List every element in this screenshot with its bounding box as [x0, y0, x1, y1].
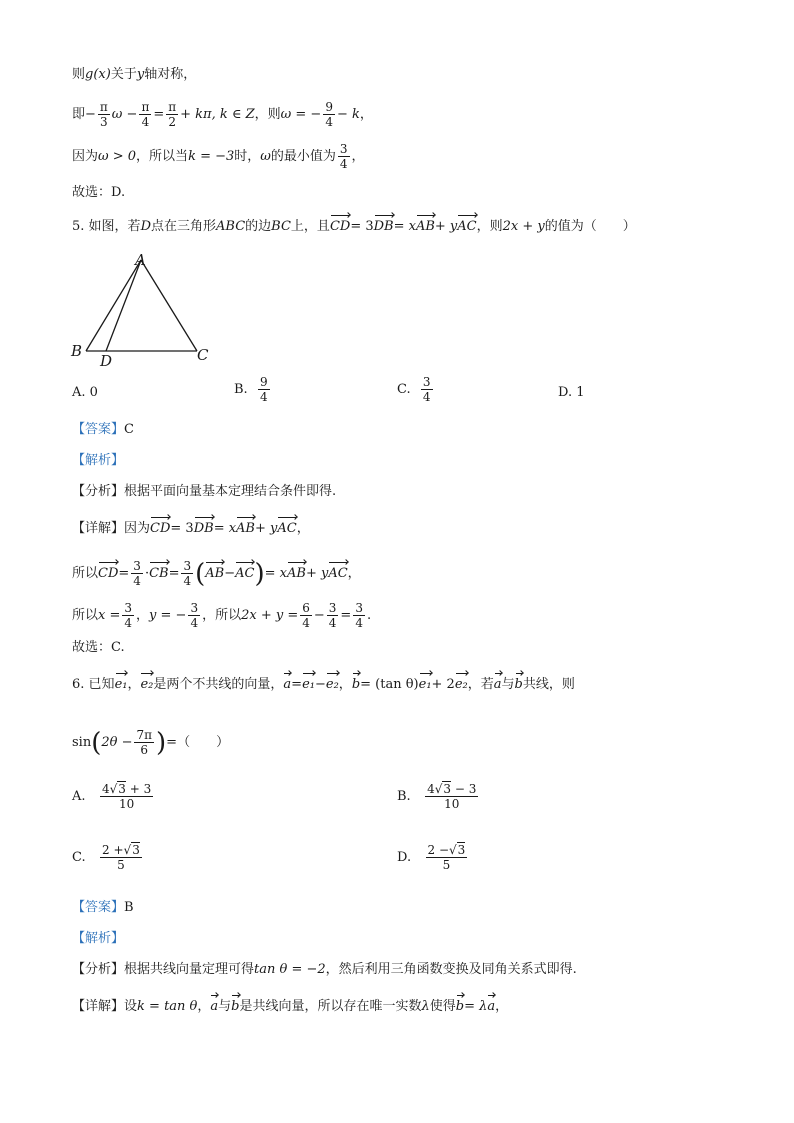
text: 因为 — [72, 148, 99, 164]
text: 使得 — [429, 999, 456, 1014]
math: = 3 — [350, 219, 374, 234]
text: ， — [338, 677, 352, 692]
text: 故选：D. — [72, 185, 126, 200]
option-label: A. — [72, 788, 86, 804]
denominator: 4 — [325, 115, 333, 129]
denominator: 4 — [133, 574, 141, 588]
text-line-3 — [72, 142, 365, 171]
fraction — [100, 843, 142, 872]
denominator: 5 — [117, 858, 125, 872]
math: ω — [260, 148, 271, 164]
math: + y — [255, 521, 278, 536]
math: · — [144, 565, 150, 581]
vector-b: b — [351, 677, 361, 692]
math: ω − — [111, 106, 138, 122]
q5-answer — [72, 421, 134, 439]
text: ，则 — [254, 106, 281, 122]
denominator: 3 — [100, 115, 108, 129]
math: = x — [264, 565, 287, 581]
text: ， — [495, 999, 509, 1014]
vector-cd: CD — [150, 521, 171, 536]
text: 是共线向量，所以存在唯一实数 — [239, 999, 422, 1014]
math: BC — [271, 219, 291, 234]
numerator: 3 — [355, 601, 363, 615]
math: = — [340, 607, 352, 623]
math: ABC — [216, 219, 246, 234]
text: 根据共线向量定理可得 — [124, 962, 255, 977]
math: = x — [393, 219, 416, 234]
math: − — [314, 677, 326, 692]
option-label: A. — [72, 385, 86, 400]
text: 共线，则 — [522, 677, 575, 692]
math: = — [168, 565, 180, 581]
text: 与 — [501, 677, 515, 692]
analysis-tag: 【解析】 — [72, 453, 125, 468]
text: ， — [136, 607, 150, 623]
fraction — [258, 375, 270, 404]
label-d: D — [100, 352, 113, 368]
answer-value: C — [124, 422, 134, 437]
q6-analysis — [72, 930, 124, 948]
paren-close: ) — [254, 558, 265, 589]
text: − 3 — [454, 782, 477, 796]
numerator: 3 — [133, 559, 141, 573]
detail-tag: 【详解】 — [72, 521, 125, 536]
vector-ab: AB — [236, 521, 255, 536]
numerator: π — [141, 100, 150, 114]
text: 时， — [234, 148, 261, 164]
math: = — [153, 106, 165, 122]
edge-ac — [141, 260, 197, 351]
text: . — [366, 607, 372, 623]
numerator: 9 — [325, 100, 333, 114]
text-line-1 — [72, 66, 196, 84]
text: 故选：C. — [72, 640, 125, 655]
numerator: π — [168, 100, 177, 114]
text: 如图，若 — [88, 219, 141, 234]
q6-answer — [72, 899, 134, 917]
text: 根据平面向量基本定理结合条件即得. — [124, 484, 337, 499]
math: 2x + y = — [241, 607, 299, 623]
vector-a: a — [210, 999, 219, 1014]
text: 则 — [72, 67, 86, 82]
q5-detail-2 — [72, 559, 361, 588]
option-value: 0 — [89, 385, 98, 400]
denominator: 10 — [118, 797, 135, 811]
fenxi-tag: 【分析】 — [72, 484, 125, 499]
denominator: 4 — [259, 390, 268, 404]
option-value: 1 — [576, 385, 585, 400]
question-number: 6. — [72, 677, 85, 692]
math: − — [224, 565, 236, 581]
math: x = — [98, 607, 121, 623]
vector-e1: e₁ — [418, 677, 432, 692]
label-a: A — [135, 251, 146, 269]
option-b — [397, 782, 480, 811]
math: + y — [434, 219, 458, 234]
text: 因为 — [124, 521, 151, 536]
math: = — [291, 677, 303, 692]
vector-ac: AC — [328, 565, 348, 581]
vector-cb: CB — [149, 565, 169, 581]
option-b — [234, 375, 272, 404]
option-label: B. — [234, 381, 248, 397]
q6-detail-1 — [72, 998, 508, 1016]
q5-detail-1 — [72, 520, 310, 538]
math: = λ — [464, 999, 488, 1014]
math: k = tan θ — [137, 999, 198, 1014]
fraction — [338, 142, 350, 171]
numerator: 2 −√3 — [427, 843, 466, 857]
math: λ — [421, 999, 430, 1014]
math: = (tan θ) — [360, 677, 419, 692]
math: ω = − — [280, 106, 322, 122]
option-a — [72, 782, 155, 811]
math: + 2 — [431, 677, 455, 692]
fraction — [426, 843, 468, 872]
vector-e1: e₁ — [302, 677, 315, 692]
vector-db: DB — [193, 521, 214, 536]
question-number: 5. — [72, 219, 85, 234]
denominator: 2 — [168, 115, 176, 129]
option-c — [397, 375, 435, 404]
fraction — [421, 375, 433, 404]
text: 2 − — [427, 843, 450, 857]
vector-ac: AC — [277, 521, 297, 536]
text: =（ ） — [166, 734, 230, 750]
detail-tag: 【详解】 — [72, 999, 125, 1014]
numerator: 3 — [124, 601, 133, 615]
vector-ac: AC — [235, 565, 255, 581]
math: tan θ = −2 — [254, 962, 326, 977]
segment-ad — [106, 260, 141, 351]
math: sin — [72, 734, 92, 750]
numerator: 4√3 + 3 — [101, 782, 152, 796]
answer-tag: 【答案】 — [72, 900, 125, 915]
math: D — [140, 219, 151, 234]
math: 2x + y — [502, 219, 545, 234]
vector-e2: e₂ — [140, 677, 154, 692]
math: = x — [213, 521, 237, 536]
math: = — [118, 565, 130, 581]
denominator: 4 — [302, 616, 310, 630]
numerator: 3 — [422, 375, 431, 389]
fraction — [122, 601, 134, 630]
denominator: 4 — [124, 616, 133, 630]
option-label: D. — [397, 849, 412, 865]
edge-ab — [86, 260, 141, 351]
question-6-expression — [72, 728, 229, 757]
question-5-stem — [72, 218, 636, 236]
radicand: 3 — [443, 782, 452, 796]
fraction — [100, 782, 153, 811]
text: 所以 — [72, 565, 99, 581]
radicand: 3 — [132, 843, 140, 857]
text: 所以 — [72, 607, 99, 623]
denominator: 4 — [355, 616, 363, 630]
q5-analysis — [72, 452, 124, 470]
denominator: 4 — [190, 616, 199, 630]
vector-b: b — [514, 677, 523, 692]
vector-a: a — [283, 677, 292, 692]
fraction — [98, 100, 110, 129]
vector-cd: CD — [329, 219, 351, 234]
text: ，若 — [467, 677, 494, 692]
text: ， — [197, 999, 211, 1014]
denominator: 4 — [339, 157, 348, 171]
q5-detail-3 — [72, 601, 371, 630]
numerator: 3 — [190, 601, 199, 615]
numerator: 3 — [328, 601, 337, 615]
denominator: 4 — [141, 115, 150, 129]
text: 已知 — [88, 677, 115, 692]
math: − — [313, 607, 325, 623]
text: 点在三角形 — [151, 219, 217, 234]
vector-a: a — [493, 677, 502, 692]
text: ，然后利用三角函数变换及同角关系式即得. — [325, 962, 577, 977]
fraction — [166, 100, 178, 129]
math: + kπ, k ∈ Z — [180, 106, 255, 122]
vector-e2: e₂ — [454, 677, 468, 692]
denominator: 4 — [183, 574, 192, 588]
vector-ab: AB — [287, 565, 306, 581]
vector-b: b — [231, 999, 240, 1014]
text: 设 — [124, 999, 138, 1014]
vector-e2: e₂ — [325, 677, 339, 692]
math: y = − — [149, 607, 187, 623]
option-d — [397, 843, 469, 872]
text: 关于 — [110, 67, 137, 82]
fraction — [188, 601, 200, 630]
text: 2 + — [102, 843, 124, 857]
numerator: 6 — [302, 601, 310, 615]
fraction — [425, 782, 478, 811]
option-c — [72, 843, 144, 872]
numerator: 3 — [183, 559, 192, 573]
denominator: 10 — [444, 797, 460, 811]
math: ω > 0 — [98, 148, 137, 164]
fraction — [181, 559, 193, 588]
text: ， — [359, 106, 373, 122]
text: 是两个不共线的向量， — [153, 677, 284, 692]
radicand: 3 — [457, 843, 466, 857]
math-gx: g(x) — [85, 67, 111, 82]
option-a — [72, 384, 98, 402]
vector-b: b — [455, 999, 465, 1014]
text: ，则 — [476, 219, 503, 234]
numerator: 3 — [339, 142, 348, 156]
math: − k — [336, 106, 360, 122]
answer-tag: 【答案】 — [72, 422, 125, 437]
fraction — [323, 100, 335, 129]
text: ，所以当 — [136, 148, 189, 164]
q5-fenxi — [72, 483, 336, 501]
fraction — [131, 559, 143, 588]
text-line-2 — [72, 100, 373, 129]
analysis-tag: 【解析】 — [72, 931, 125, 946]
numerator: 4√3 − 3 — [427, 782, 477, 796]
math: k = −3 — [188, 148, 235, 164]
vector-cd: CD — [98, 565, 119, 581]
math: + y — [305, 565, 329, 581]
label-c: C — [197, 346, 209, 364]
numerator: 7π — [136, 728, 153, 742]
denominator: 4 — [328, 616, 337, 630]
numerator: 9 — [259, 375, 268, 389]
text: 与 — [218, 999, 232, 1014]
text: 的值为（ ） — [544, 219, 636, 234]
vector-ab: AB — [205, 565, 225, 581]
text: 的边 — [245, 219, 272, 234]
text: ， — [351, 148, 365, 164]
math-y: y — [136, 67, 145, 82]
text: ， — [127, 677, 141, 692]
fraction — [353, 601, 365, 630]
text: 4 — [101, 782, 110, 796]
text: 4 — [427, 782, 435, 796]
text-line-4 — [72, 184, 125, 202]
option-label: D. — [558, 385, 573, 400]
denominator: 6 — [140, 743, 149, 757]
math: 2θ − — [101, 734, 133, 750]
vector-db: DB — [373, 219, 394, 234]
question-6-stem — [72, 676, 575, 694]
numerator: 2 +√3 — [102, 843, 140, 857]
vector-e1: e₁ — [114, 677, 128, 692]
q5-choose — [72, 639, 125, 657]
q6-fenxi — [72, 961, 577, 979]
text: + 3 — [129, 782, 152, 796]
text: ， — [347, 565, 361, 581]
math: = 3 — [170, 521, 194, 536]
option-label: C. — [72, 849, 86, 865]
answer-value: B — [124, 900, 134, 915]
text: 即− — [72, 106, 96, 122]
paren-close: ) — [156, 727, 167, 758]
option-label: C. — [397, 381, 411, 397]
fraction — [134, 728, 154, 757]
vector-a: a — [487, 999, 496, 1014]
option-d — [558, 384, 585, 402]
option-label: B. — [397, 788, 411, 804]
radicand: 3 — [118, 782, 126, 796]
numerator: π — [99, 100, 108, 114]
fraction — [300, 601, 312, 630]
paren-open: ( — [195, 558, 206, 589]
text: ， — [296, 521, 310, 536]
denominator: 5 — [442, 858, 451, 872]
fraction — [327, 601, 339, 630]
vector-ac: AC — [457, 219, 477, 234]
vector-ab: AB — [415, 219, 435, 234]
text: ，所以 — [202, 607, 242, 623]
text: 上，且 — [290, 219, 330, 234]
paren-open: ( — [91, 727, 102, 758]
fraction — [139, 100, 151, 129]
text: 的最小值为 — [270, 148, 336, 164]
denominator: 4 — [422, 390, 431, 404]
fenxi-tag: 【分析】 — [72, 962, 125, 977]
label-b: B — [71, 342, 83, 360]
text: 轴对称， — [144, 67, 197, 82]
triangle-figure — [66, 248, 216, 368]
